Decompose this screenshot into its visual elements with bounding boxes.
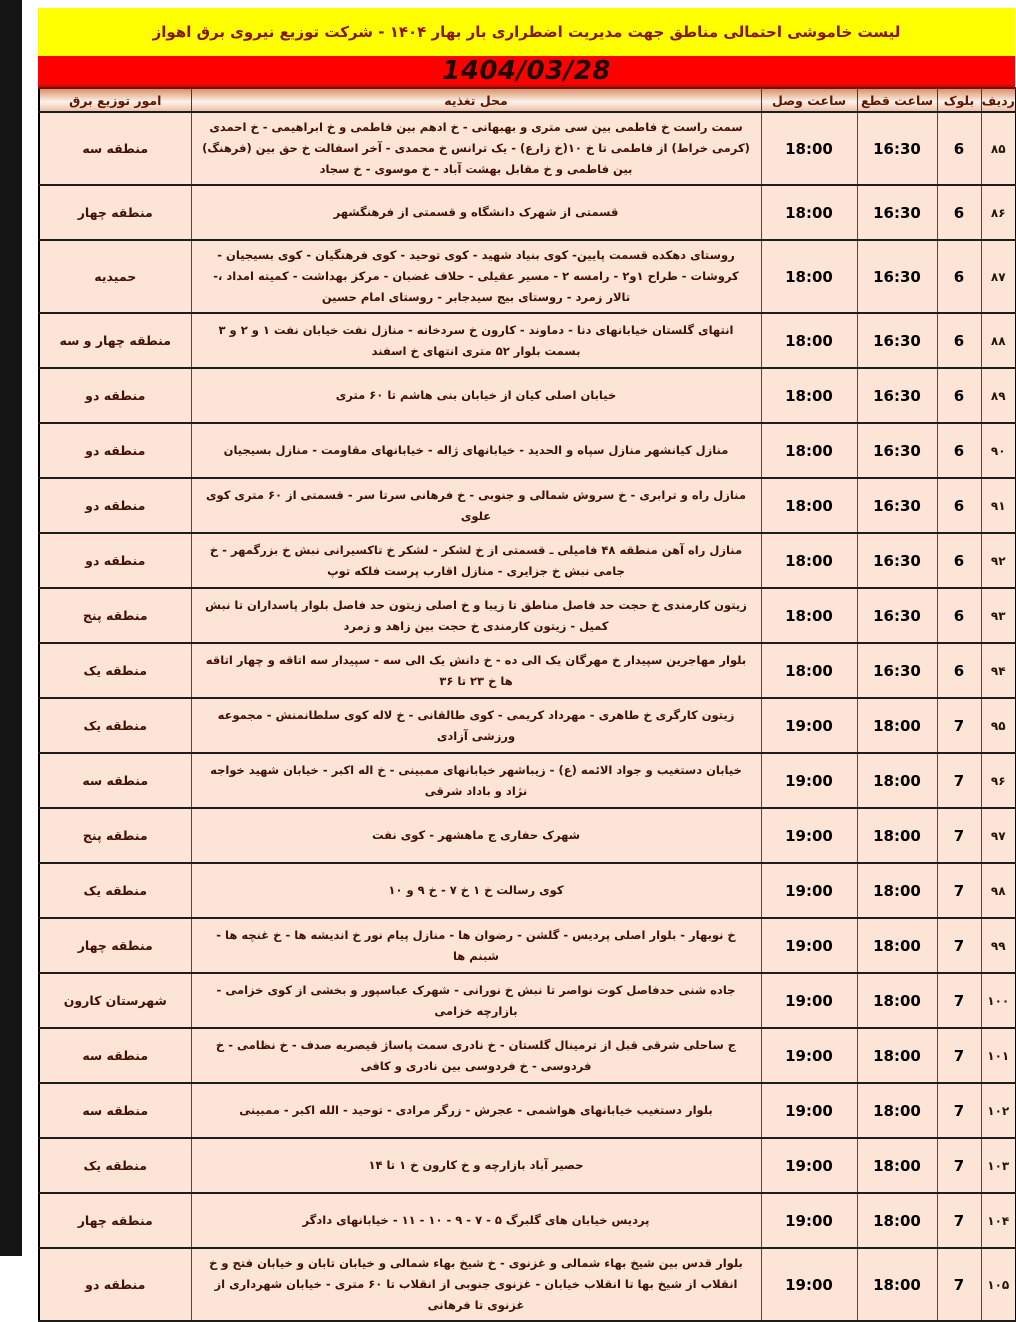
cell-cut-time: 18:00 <box>857 808 937 863</box>
cell-cut-time: 16:30 <box>857 368 937 423</box>
cell-location: بلوار قدس بین شیخ بهاء شمالی و غزنوی - خ شیخ بهاء شمالی و خیابان تابان و خیابان فتح و خ انقلاب از شیخ بها تا انقلاب خیابان - غزنوی جنوبی از انقلاب تا ۶۰ متری - خیابان شهرداری از غزنوی تا فرهانی <box>191 1248 761 1321</box>
cell-row-number: ۸۹ <box>981 368 1016 423</box>
cell-restore-time: 19:00 <box>761 1138 857 1193</box>
cell-restore-time: 18:00 <box>761 368 857 423</box>
cell-location: انتهای گلستان خیابانهای دنا - دماوند - کارون خ سردخانه - منازل نفت خیابان نفت ۱ و ۲ و ۳ بسمت بلوار ۵۲ متری انتهای خ اسفند <box>191 313 761 368</box>
cell-block: 7 <box>937 1248 981 1321</box>
outage-schedule-table <box>38 87 1016 1322</box>
cell-block: 7 <box>937 1138 981 1193</box>
cell-block: 7 <box>937 863 981 918</box>
cell-location: خ نوبهار - بلوار اصلی پردیس - گلشن - رضوان ها - منازل پیام نور خ اندیشه ها - خ غنچه ها - شبنم ها <box>191 918 761 973</box>
cell-region: منطقه سه <box>39 112 191 185</box>
cell-region: منطقه چهار <box>39 185 191 240</box>
cell-block: 7 <box>937 808 981 863</box>
cell-region: منطقه دو <box>39 423 191 478</box>
cell-restore-time: 18:00 <box>761 478 857 533</box>
cell-block: 6 <box>937 313 981 368</box>
cell-cut-time: 16:30 <box>857 185 937 240</box>
table-row <box>39 1028 1016 1083</box>
cell-region: منطقه سه <box>39 753 191 808</box>
cell-row-number: ۱۰۱ <box>981 1028 1016 1083</box>
cell-block: 6 <box>937 478 981 533</box>
cell-block: 7 <box>937 1193 981 1248</box>
cell-restore-time: 19:00 <box>761 1028 857 1083</box>
table-row <box>39 1193 1016 1248</box>
schedule-date: 1404/03/28 <box>442 55 611 86</box>
cell-restore-time: 18:00 <box>761 112 857 185</box>
cell-cut-time: 18:00 <box>857 1138 937 1193</box>
cell-location: منازل راه و ترابری - خ سروش شمالی و جنوبی - خ فرهانی سرتا سر - قسمتی از ۶۰ متری کوی علوی <box>191 478 761 533</box>
cell-cut-time: 18:00 <box>857 753 937 808</box>
table-row <box>39 808 1016 863</box>
cell-location: جاده شنی حدفاصل کوت نواصر تا نبش خ نورانی - شهرک عباسپور و بخشی از کوی خزامی - بازارچه خزامی <box>191 973 761 1028</box>
cell-region: منطقه دو <box>39 368 191 423</box>
cell-restore-time: 19:00 <box>761 1193 857 1248</box>
cell-region: منطقه چهار <box>39 918 191 973</box>
cell-region: منطقه یک <box>39 863 191 918</box>
cell-cut-time: 16:30 <box>857 533 937 588</box>
header-row <box>39 88 1016 112</box>
header-block: بلوک <box>937 88 981 112</box>
table-row <box>39 588 1016 643</box>
cell-row-number: ۱۰۲ <box>981 1083 1016 1138</box>
cell-row-number: ۹۵ <box>981 698 1016 753</box>
date-banner <box>38 56 1015 87</box>
table-row <box>39 533 1016 588</box>
cell-block: 7 <box>937 753 981 808</box>
cell-row-number: ۸۸ <box>981 313 1016 368</box>
cell-location: روستای دهکده قسمت پایین- کوی بنیاد شهید - کوی توحید - کوی فرهنگیان - کوی بسیجیان - کروشات - طراح ۱و۲ - رامسه ۲ - مسیر عقیلی - حلاف غضبان - مرکز بهداشت - کمیته امداد ،- تالار زمرد - روستای بیج سیدجابر - روستای امام حسین <box>191 240 761 313</box>
table-row <box>39 918 1016 973</box>
cell-row-number: ۹۶ <box>981 753 1016 808</box>
cell-cut-time: 18:00 <box>857 973 937 1028</box>
cell-cut-time: 18:00 <box>857 1248 937 1321</box>
cell-cut-time: 18:00 <box>857 1028 937 1083</box>
cell-block: 6 <box>937 368 981 423</box>
table-row <box>39 423 1016 478</box>
header-restore-time: ساعت وصل <box>761 88 857 112</box>
cell-region: منطقه پنج <box>39 588 191 643</box>
cell-restore-time: 18:00 <box>761 643 857 698</box>
left-black-bar <box>0 0 22 1256</box>
table-row <box>39 368 1016 423</box>
cell-block: 6 <box>937 240 981 313</box>
cell-location: سمت راست خ فاطمی بین سی متری و بهبهانی - خ ادهم بین فاطمی و خ ابراهیمی - خ احمدی (کرمی خراط) از فاطمی تا خ ۱۰(خ زارع) - یک ترانس خ محمدی - آخر اسفالت خ حق بین (فرهنگ) بین فاطمی و خ مقابل بهشت آباد - خ موسوی - خ سجاد <box>191 112 761 185</box>
cell-block: 6 <box>937 588 981 643</box>
cell-row-number: ۹۴ <box>981 643 1016 698</box>
cell-row-number: ۱۰۴ <box>981 1193 1016 1248</box>
header-location: محل تغذیه <box>191 88 761 112</box>
cell-location: بلوار دستغیب خیابانهای هواشمی - عجرش - زرگر مرادی - توحید - الله اکبر - ممبینی <box>191 1083 761 1138</box>
cell-block: 7 <box>937 1028 981 1083</box>
cell-region: منطقه یک <box>39 1138 191 1193</box>
cell-block: 6 <box>937 423 981 478</box>
cell-cut-time: 18:00 <box>857 863 937 918</box>
cell-block: 7 <box>937 1083 981 1138</box>
cell-cut-time: 16:30 <box>857 240 937 313</box>
cell-row-number: ۸۷ <box>981 240 1016 313</box>
header-cut-time: ساعت قطع <box>857 88 937 112</box>
cell-region: منطقه یک <box>39 643 191 698</box>
cell-restore-time: 19:00 <box>761 1083 857 1138</box>
cell-region: منطقه سه <box>39 1028 191 1083</box>
table-row <box>39 240 1016 313</box>
cell-restore-time: 19:00 <box>761 753 857 808</box>
header-region: امور توزیع برق <box>39 88 191 112</box>
cell-row-number: ۱۰۵ <box>981 1248 1016 1321</box>
cell-row-number: ۹۹ <box>981 918 1016 973</box>
cell-cut-time: 18:00 <box>857 1083 937 1138</box>
cell-restore-time: 18:00 <box>761 588 857 643</box>
cell-region: منطقه دو <box>39 533 191 588</box>
cell-restore-time: 19:00 <box>761 918 857 973</box>
table-header <box>39 88 1016 112</box>
cell-location: زیتون کارمندی خ حجت حد فاصل مناطق تا زیبا و خ اصلی زیتون حد فاصل بلوار پاسداران تا نبش کمیل - زیتون کارمندی خ حجت بین زاهد و زمرد <box>191 588 761 643</box>
cell-cut-time: 16:30 <box>857 478 937 533</box>
cell-region: حمیدیه <box>39 240 191 313</box>
cell-row-number: ۹۰ <box>981 423 1016 478</box>
cell-region: منطقه یک <box>39 698 191 753</box>
cell-block: 6 <box>937 533 981 588</box>
cell-row-number: ۱۰۰ <box>981 973 1016 1028</box>
cell-location: کوی رسالت خ ۱ خ ۷ - خ ۹ و ۱۰ <box>191 863 761 918</box>
cell-block: 6 <box>937 112 981 185</box>
cell-cut-time: 18:00 <box>857 918 937 973</box>
table-row <box>39 1138 1016 1193</box>
title-banner <box>38 8 1015 56</box>
page-title: لیست خاموشی احتمالی مناطق جهت مدیریت اضطراری بار بهار ۱۴۰۴ - شرکت توزیع نیروی برق اهواز <box>152 23 901 41</box>
cell-cut-time: 16:30 <box>857 588 937 643</box>
cell-cut-time: 18:00 <box>857 1193 937 1248</box>
cell-restore-time: 18:00 <box>761 240 857 313</box>
cell-restore-time: 18:00 <box>761 423 857 478</box>
cell-row-number: ۹۲ <box>981 533 1016 588</box>
cell-region: منطقه دو <box>39 478 191 533</box>
cell-block: 6 <box>937 185 981 240</box>
cell-cut-time: 16:30 <box>857 112 937 185</box>
cell-restore-time: 19:00 <box>761 863 857 918</box>
cell-row-number: ۸۵ <box>981 112 1016 185</box>
cell-row-number: ۹۷ <box>981 808 1016 863</box>
cell-restore-time: 18:00 <box>761 533 857 588</box>
cell-cut-time: 16:30 <box>857 313 937 368</box>
table-row <box>39 973 1016 1028</box>
table-row <box>39 112 1016 185</box>
cell-location: خیابان دستغیب و جواد الائمه (ع) - زیباشهر خیابانهای ممبینی - خ اله اکبر - خیابان شهید خواجه نژاد و باداد شرقی <box>191 753 761 808</box>
cell-row-number: ۸۶ <box>981 185 1016 240</box>
cell-location: شهرک حفاری ج ماهشهر - کوی نفت <box>191 808 761 863</box>
table-row <box>39 478 1016 533</box>
cell-location: ج ساحلی شرقی قبل از ترمینال گلستان - خ نادری سمت پاساژ قیصریه صدف - خ نظامی - خ فردوسی - خ فردوسی بین نادری و کافی <box>191 1028 761 1083</box>
page-content <box>38 8 1015 1322</box>
table-row <box>39 863 1016 918</box>
table-row <box>39 1248 1016 1321</box>
cell-cut-time: 16:30 <box>857 643 937 698</box>
cell-region: منطقه چهار <box>39 1193 191 1248</box>
cell-location: منازل کیانشهر منازل سپاه و الحدید - خیابانهای ژاله - خیابانهای مقاومت - منازل بسیجیان <box>191 423 761 478</box>
cell-restore-time: 19:00 <box>761 808 857 863</box>
cell-block: 7 <box>937 918 981 973</box>
cell-location: پردیس خیابان های گلبرگ ۵ - ۷ - ۹ - ۱۰ - ۱۱ - خیابانهای دادگر <box>191 1193 761 1248</box>
cell-restore-time: 18:00 <box>761 185 857 240</box>
cell-region: منطقه دو <box>39 1248 191 1321</box>
cell-location: خیابان اصلی کیان از خیابان بنی هاشم تا ۶۰ متری <box>191 368 761 423</box>
cell-block: 7 <box>937 973 981 1028</box>
cell-cut-time: 18:00 <box>857 698 937 753</box>
cell-location: زیتون کارگری خ طاهری - مهرداد کریمی - کوی طالقانی - خ لاله کوی سلطانمنش - مجموعه ورزشی آزادی <box>191 698 761 753</box>
table-row <box>39 185 1016 240</box>
cell-row-number: ۹۱ <box>981 478 1016 533</box>
cell-location: قسمتی از شهرک دانشگاه و قسمتی از فرهنگشهر <box>191 185 761 240</box>
cell-region: منطقه پنج <box>39 808 191 863</box>
cell-region: شهرستان کارون <box>39 973 191 1028</box>
table-row <box>39 753 1016 808</box>
cell-location: منازل راه آهن منطقه ۴۸ فامیلی ـ قسمتی از خ لشکر - لشکر خ تاکسیرانی نبش خ بزرگمهر - خ جامی نبش خ جزایری - منازل اقارب پرست فلکه توپ <box>191 533 761 588</box>
table-row <box>39 643 1016 698</box>
cell-region: منطقه سه <box>39 1083 191 1138</box>
table-row <box>39 1083 1016 1138</box>
header-row-number: ردیف <box>981 88 1016 112</box>
table-row <box>39 698 1016 753</box>
cell-row-number: ۹۳ <box>981 588 1016 643</box>
cell-row-number: ۱۰۳ <box>981 1138 1016 1193</box>
cell-restore-time: 18:00 <box>761 313 857 368</box>
cell-block: 7 <box>937 698 981 753</box>
table-row <box>39 313 1016 368</box>
cell-row-number: ۹۸ <box>981 863 1016 918</box>
cell-restore-time: 19:00 <box>761 973 857 1028</box>
cell-location: بلوار مهاجرین سپیدار خ مهرگان یک الی ده - خ دانش یک الی سه - سپیدار سه اتاقه و چهار اتاقه ها خ ۲۳ تا ۳۶ <box>191 643 761 698</box>
cell-region: منطقه چهار و سه <box>39 313 191 368</box>
cell-restore-time: 19:00 <box>761 698 857 753</box>
cell-block: 6 <box>937 643 981 698</box>
cell-restore-time: 19:00 <box>761 1248 857 1321</box>
cell-cut-time: 16:30 <box>857 423 937 478</box>
cell-location: حصیر آباد بازارچه و خ کارون خ ۱ تا ۱۴ <box>191 1138 761 1193</box>
table-body <box>39 112 1016 1321</box>
